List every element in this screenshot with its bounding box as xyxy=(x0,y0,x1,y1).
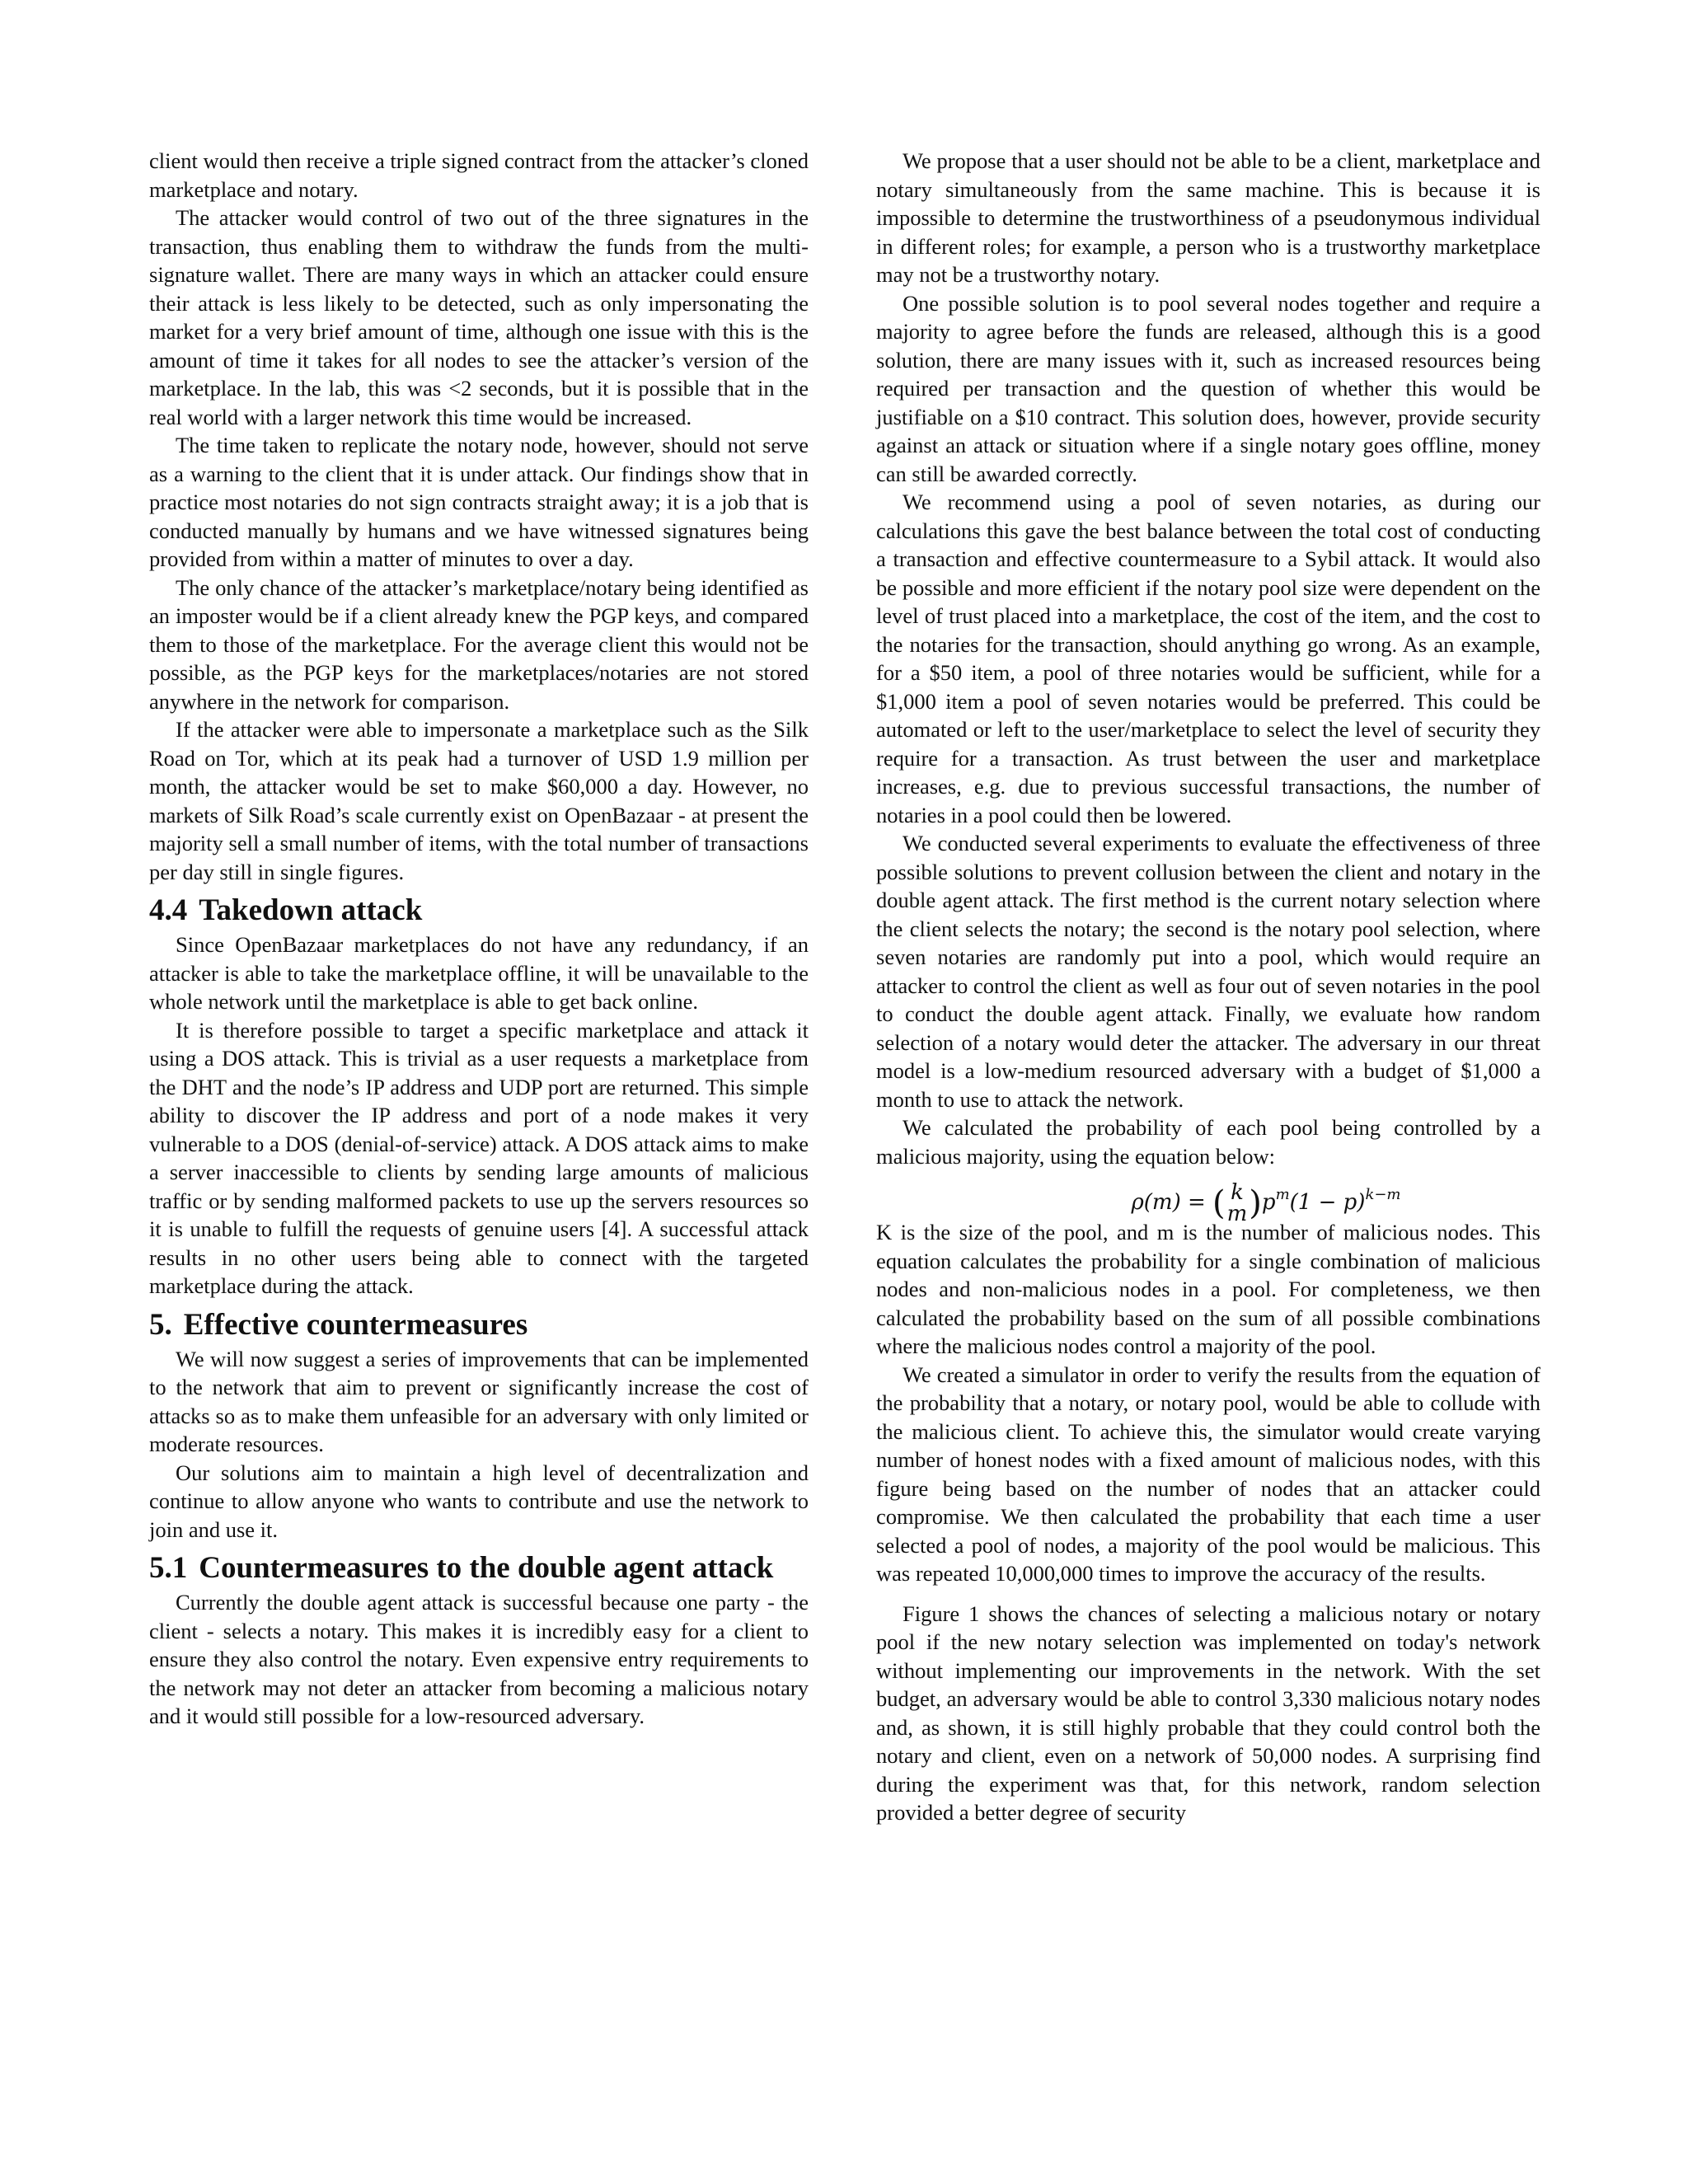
section-heading-4-4 xyxy=(149,893,809,929)
exponent-m: m xyxy=(1275,1186,1290,1203)
paragraph: Our solutions aim to maintain a high level of decentralization and continue to allow anyone who wants to contribute and use the network to join and use it. xyxy=(149,1460,809,1542)
paragraph: The time taken to replicate the notary node, however, should not serve as a warning to the client that it is under attack. Our findings show that in practice most notaries do not sign contracts straight away; it is a job that is conducted manually by humans and we have witnessed signatures being provided from within a matter of minutes to over a day. xyxy=(149,433,809,571)
section-heading-5 xyxy=(149,1307,809,1343)
paragraph: One possible solution is to pool several nodes together and require a majority to agree before the funds are released, although this is a good solution, there are many issues with it, such as increased resources being required per transaction and the question of whether this would be justifiable on a $10 contract. This solution does, however, provide security against an attack or situation where if a single notary goes offline, money can still be awarded correctly. xyxy=(876,290,1540,486)
equation-p: p xyxy=(1261,1190,1276,1215)
paragraph: We propose that a user should not be able to be a client, marketplace and notary simultaneously from the same machine. This is because it is impossible to determine the trustworthiness of a pseudonymous individual in different roles; for example, a person who is a trustworthy marketplace may not be a trustworthy notary. xyxy=(876,148,1540,287)
equation-middle: (1 − p) xyxy=(1289,1190,1366,1215)
paragraph: The only chance of the attacker’s marketplace/notary being identified as an imposter would be if a client already knew the PGP keys, and compared them to those of the marketplace. For the average client this would not be possible, as the PGP keys for the marketplaces/notaries are not stored anywhere in the network for comparison. xyxy=(149,574,809,714)
section-number: 5.1 xyxy=(149,1551,188,1585)
right-column xyxy=(876,147,1540,1827)
paragraph: K is the size of the pool, and m is the number of malicious nodes. This equation calculates the probability for a single combination of malicious nodes and non-malicious nodes in a pool. For completeness, we then calculated the probability based on the sum of all possible combinations where the malicious nodes control a majority of the pool. xyxy=(876,1220,1540,1358)
exponent-k-minus-m: k−m xyxy=(1365,1186,1401,1203)
equation-lhs: ρ(m) = xyxy=(1131,1190,1213,1215)
paragraph: client would then receive a triple signed contract from the attacker’s cloned marketplace and notary. xyxy=(149,148,809,202)
paragraph: We will now suggest a series of improvements that can be implemented to the network that aim to prevent or significantly increase the cost of attacks so as to make them unfeasible for an adversary with only limited or moderate resources. xyxy=(149,1346,809,1456)
binom-top: k xyxy=(1231,1180,1244,1205)
section-title: Takedown attack xyxy=(199,893,423,927)
section-title: Countermeasures to the double agent attack xyxy=(199,1551,774,1585)
paragraph: Figure 1 shows the chances of selecting a malicious notary or notary pool if the new notary selection was implemented on today's network without implementing our improvements in the network. With the set budget, an adversary would be able to control 3,330 malicious notary nodes and, as shown, it is still highly probable that they could control both the notary and client, even on a network of 50,000 nodes. A surprising find during the experiment was that, for this network, random selection provided a better degree of security xyxy=(876,1601,1540,1825)
paragraph: We conducted several experiments to evaluate the effectiveness of three possible solutions to prevent collusion between the client and notary in the double agent attack. The first method is the current notary selection where the client selects the notary; the second is the notary pool selection, where seven notaries are randomly put into a pool, which would require an attacker to control the client as well as four out of seven notaries in the pool to conduct the double agent attack. Finally, we evaluate how random selection of a notary would deter the attacker. The adversary in our threat model is a low-medium resourced adversary with a budget of $1,000 a month to use to attack the network. xyxy=(876,831,1540,1112)
paragraph: We recommend using a pool of seven notaries, as during our calculations this gave the best balance between the total cost of conducting a transaction and effective countermeasure to a Sybil attack. It would also be possible and more efficient if the notary pool size were dependent on the level of trust placed into a marketplace, the cost of the item, and the cost to the notaries for the transaction, should anything go wrong. As an example, for a $50 item, a pool of three notaries would be sufficient, while for a $1,000 item a pool of seven notaries would be preferred. This could be automated or left to the user/marketplace to select the level of security they require for a transaction. As trust between the user and marketplace increases, e.g. due to previous successful transactions, the number of notaries in a pool could then be lowered. xyxy=(876,490,1540,827)
section-heading-5-1 xyxy=(149,1550,809,1586)
paragraph: We created a simulator in order to verify the results from the equation of the probability that a notary, or notary pool, would be able to collude with the malicious client. To achieve this, the simulator would create varying number of honest nodes with a fixed amount of malicious nodes, with this figure being based on the number of nodes that an attacker could compromise. We then calculated the probability that each time a user selected a pool of nodes, a majority of the pool would be malicious. This was repeated 10,000,000 times to improve the accuracy of the results. xyxy=(876,1361,1540,1586)
section-title: Effective countermeasures xyxy=(183,1307,528,1342)
paragraph: Since OpenBazaar marketplaces do not have any redundancy, if an attacker is able to take the marketplace offline, it will be unavailable to the whole network until the marketplace is able to get back online. xyxy=(149,932,809,1014)
paragraph: If the attacker were able to impersonate a marketplace such as the Silk Road on Tor, which at its peak had a turnover of USD 1.9 million per month, the attacker would be set to make $60,000 a day. However, no markets of Silk Road’s scale currently exist on OpenBazaar - at present the majority sell a small number of items, with the total number of transactions per day still in single figures. xyxy=(149,717,809,884)
left-column xyxy=(149,147,809,1731)
probability-equation xyxy=(876,1172,1540,1226)
section-number: 5. xyxy=(149,1307,172,1342)
paragraph: We calculated the probability of each pool being controlled by a malicious majority, using the equation below: xyxy=(876,1115,1540,1169)
paragraph: Currently the double agent attack is successful because one party - the client - selects a notary. This makes it is incredibly easy for a client to ensure they also control the notary. Even expensive entry requirements to the network may not deter an attacker from becoming a malicious notary and it would still possible for a low-resourced adversary. xyxy=(149,1590,809,1728)
paragraph: The attacker would control of two out of the three signatures in the transaction, thus enabling them to withdraw the funds from the multi-signature wallet. There are many ways in which an attacker could ensure their attack is less likely to be detected, such as only impersonating the market for a very brief amount of time, although one issue with this is the amount of time it takes for all nodes to see the attacker’s version of the marketplace. In the lab, this was <2 seconds, but it is possible that in the real world with a larger network this time would be increased. xyxy=(149,205,809,429)
section-number: 4.4 xyxy=(149,893,188,927)
binomial-coefficient: ( k m ) xyxy=(1212,1180,1262,1226)
paragraph: It is therefore possible to target a specific marketplace and attack it using a DOS attack. This is trivial as a user requests a marketplace from the DHT and the node’s IP address and UDP port are returned. This simple ability to discover the IP address and port of a node makes it very vulnerable to a DOS (denial-of-service) attack. A DOS attack aims to make a server inaccessible to clients by sending large amounts of malicious traffic or by sending malformed packets to use up the servers resources so it is unable to fulfill the requests of genuine users [4]. A successful attack results in no other users being able to connect with the targeted marketplace during the attack. xyxy=(149,1017,809,1298)
binom-bottom: m xyxy=(1226,1202,1248,1226)
